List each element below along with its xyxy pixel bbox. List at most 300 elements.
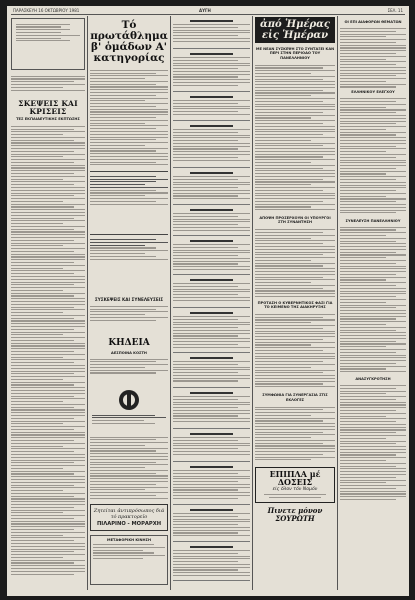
text-line [255,364,335,365]
text-line [255,159,335,160]
listing-block [173,277,250,308]
text-line [173,216,238,217]
text-line [340,277,406,278]
text-line [11,179,63,180]
headline: ΜΕ ΝΕΑΝ ΣΥΣΚΕΨΗ ΣΤΟ ΣΥΝΤΑΞΕΙ ΚΑΝ ΠΕΡΙ ΣΤΗΝ ΠΕΡΙΟΔΟ ΤΟΥ ΠΑΝΕΛΛΗΝΙΟΥ [255,47,335,60]
text-line [340,53,396,54]
text-line [340,154,406,155]
text-line [173,27,238,28]
text-line [11,554,85,555]
text-line [340,416,386,417]
listing-title-bar [190,357,232,359]
text-line [255,383,323,384]
text-line [173,100,250,101]
text-line [173,151,250,152]
text-line [340,196,386,197]
text-line [255,232,323,233]
column-heading: ΟΙ ΕΠΙ ΔΙΑΦΟΡΩΝ ΘΕΜΑΤΩΝ [344,20,402,24]
text-line [11,254,85,255]
text-line [255,314,335,315]
text-line [340,252,396,253]
text-line [340,143,406,144]
text-line [11,532,85,533]
listing-block [173,18,250,49]
text-line [11,382,85,383]
listing-block [173,238,250,275]
text-line [173,572,250,573]
funeral-body [90,357,168,387]
text-line [340,388,396,389]
classified-ad [90,504,168,531]
text-line [173,297,250,298]
newspaper-page [7,6,409,596]
text-line [90,128,156,129]
text-line [340,34,406,35]
text-line [255,90,323,91]
text-line [255,437,311,438]
text-line [340,204,406,205]
text-line [255,375,335,376]
text-line [340,324,386,325]
text-line [173,369,250,370]
article-body [11,124,85,579]
text-line [173,550,250,551]
text-line [173,564,250,565]
text-line [340,121,406,122]
text-line [173,74,250,75]
text-line [11,181,85,182]
article-body [340,26,406,88]
text-line [173,283,250,284]
text-line [255,293,335,294]
text-line [11,512,63,513]
text-line [255,426,335,427]
text-line [90,437,168,438]
text-line [90,134,168,135]
text-line [11,187,85,188]
text-line [173,261,250,262]
text-line [11,546,85,547]
text-line [90,123,145,124]
text-line [11,348,85,349]
text-line [90,103,168,104]
text-line [11,218,74,219]
text-line [11,496,74,497]
text-line [11,154,85,155]
text-line [173,327,238,328]
text-line [340,496,406,497]
text-line [255,290,335,291]
text-line [255,181,335,182]
text-line [90,462,156,463]
article-body [255,63,335,213]
text-line [173,255,238,256]
column-2 [90,16,168,592]
text-line [11,309,85,310]
text-line [255,115,335,116]
text-line [255,173,335,174]
text-line [173,489,238,490]
text-line [255,254,323,255]
text-line [255,443,323,444]
header-date: ΠΑΡΑΣΚΕΥΗ 16 ΟΚΤΩΒΡΙΟΥ 1981 [13,8,80,13]
text-line [90,106,156,107]
text-line [255,440,335,441]
text-line [173,137,250,138]
subheading: ΕΛΛΗΝΙΚΟΥ ΕΛΕΓΧΟΥ [351,90,395,95]
listing-title-bar [190,509,232,511]
text-line [173,219,250,220]
text-line [340,227,406,228]
text-line [11,526,85,527]
text-line [255,129,335,130]
text-line [90,137,168,138]
text-line [340,441,406,442]
text-line [340,73,406,74]
text-line [173,402,250,403]
text-line [340,418,406,419]
text-line [11,504,85,505]
text-line [173,227,250,228]
text-line [255,87,335,88]
text-line [11,549,85,550]
text-line [340,282,406,283]
text-line [255,268,335,269]
text-line [255,358,335,359]
text-line [90,492,168,493]
text-line [90,84,156,85]
text-line [173,195,238,196]
text-line [11,407,74,408]
text-line [255,344,311,345]
text-line [11,351,74,352]
header-page-number: ΣΕΛ. 11 [387,8,403,13]
text-line [255,187,335,188]
text-line [90,73,156,74]
text-line [255,190,323,191]
text-line [173,361,250,362]
text-line [11,487,85,488]
text-line [173,258,250,259]
column-5 [340,16,406,592]
text-line [173,341,250,342]
text-line [11,574,74,575]
text-line [255,101,323,102]
company-logo-icon [118,389,140,411]
text-line [173,498,238,499]
text-line [340,305,406,306]
text-line [11,140,74,141]
text-line [173,575,250,576]
text-line [340,363,396,364]
text-line [173,367,250,368]
text-line [90,470,168,471]
text-line [340,463,406,464]
text-line [340,179,396,180]
text-line [90,453,168,454]
text-line [11,229,74,230]
text-line [340,491,406,492]
text-line [340,330,396,331]
text-line [340,266,406,267]
text-line [11,365,85,366]
column-divider [170,16,171,590]
text-line [11,562,74,563]
text-line [340,229,396,230]
text-line [340,104,406,105]
text-line [173,252,250,253]
text-line [340,162,406,163]
text-line [255,246,335,247]
text-line [340,45,406,46]
text-line [173,556,250,557]
text-line [173,558,250,559]
text-line [173,399,238,400]
text-line [90,495,156,496]
text-line [90,70,168,71]
text-line [173,300,250,301]
text-line [11,223,63,224]
text-line [90,478,168,479]
text-line [11,170,85,171]
text-line [173,521,250,522]
text-line [255,288,323,289]
text-line [90,98,168,99]
text-line [340,126,406,127]
text-line [173,421,250,422]
text-line [340,107,386,108]
text-line [255,243,323,244]
text-line [11,234,85,235]
text-line [255,361,323,362]
listing-block [173,507,250,542]
text-line [11,568,85,569]
text-line [173,535,250,536]
text-line [255,386,335,387]
text-line [340,182,406,183]
text-line [340,171,406,172]
text-line [173,407,238,408]
text-line [11,404,85,405]
text-line [90,445,145,446]
text-line [255,342,335,343]
text-line [11,446,63,447]
listing-title-bar [190,466,232,468]
text-line [90,459,168,460]
text-line [255,79,323,80]
text-line [11,479,85,480]
text-line [173,190,250,191]
text-line [173,553,238,554]
text-line [255,65,335,66]
text-line [255,195,335,196]
text-line [90,109,168,110]
text-line [255,328,323,329]
text-line [340,357,406,358]
text-line [340,499,396,500]
text-line [11,429,74,430]
furniture-ad-title: ΕΠΙΠΛΑ μέ ΔΟΣΕΙΣ [269,468,321,488]
text-line [340,321,406,322]
text-line [11,485,74,486]
text-line [90,456,168,457]
listing-block [173,355,250,388]
text-line [11,209,85,210]
headline: ΑΠΟΨΗ ΠΡΟΣΕΡΧΟΥΝ ΟΙ ΥΠΟΥΡΓΟΙ ΣΤΗ ΣΥΝΑΝΤΗΣΗ [259,215,331,225]
text-line [173,41,250,42]
text-line [255,277,323,278]
text-line [11,237,85,238]
text-line [255,271,335,272]
text-line [90,117,156,118]
notice-body [90,304,168,336]
text-line [11,371,85,372]
text-line [11,471,85,472]
advertisement-logo-block [90,389,168,433]
text-line [11,457,85,458]
text-line [11,279,85,280]
text-line [173,71,250,72]
text-line [173,487,250,488]
text-line [173,322,250,323]
text-line [255,193,335,194]
furniture-ad [255,467,335,503]
text-line [11,204,85,205]
text-line [173,184,250,185]
text-line [340,318,396,319]
text-line [255,170,335,171]
text-line [340,190,396,191]
text-line [255,123,323,124]
text-line [173,396,250,397]
text-line [255,117,311,118]
text-line [11,165,85,166]
text-line [173,519,250,520]
text-line [90,484,156,485]
text-line [340,396,406,397]
text-line [255,249,335,250]
text-line [340,477,396,478]
text-line [11,421,85,422]
text-line [11,354,85,355]
text-line [173,176,250,177]
text-line [173,250,250,251]
text-line [340,246,406,247]
text-line [255,451,335,452]
text-line [90,450,156,451]
text-line [255,279,335,280]
text-line [340,488,396,489]
text-line [11,245,63,246]
text-line [173,213,250,214]
text-line [11,184,74,185]
text-line [11,256,85,257]
text-line [11,398,85,399]
text-line [11,462,74,463]
text-line [11,173,74,174]
text-line [255,84,335,85]
text-line [90,111,168,112]
text-line [173,160,250,161]
text-line [340,313,406,314]
header-paper-name: ΑΥΓΗ [199,8,211,13]
text-line [11,423,63,424]
text-line [173,330,250,331]
text-line [173,344,238,345]
transport-ad [90,535,168,585]
text-line [11,318,74,319]
text-line [340,254,406,255]
text-line [173,24,250,25]
text-line [340,187,406,188]
text-line [255,407,335,408]
text-line [340,64,396,65]
text-line [90,92,168,93]
text-line [340,355,406,356]
text-line [173,244,250,245]
text-line [11,131,85,132]
text-line [11,137,85,138]
text-line [340,310,406,311]
text-line [340,238,406,239]
text-line [340,452,406,453]
text-line [11,298,85,299]
listing-title-bar [190,433,232,435]
text-line [11,454,85,455]
text-line [340,482,386,483]
text-line [173,378,250,379]
text-line [255,112,323,113]
text-line [255,356,335,357]
text-line [173,484,250,485]
text-line [11,426,85,427]
text-line [173,380,238,381]
text-line [11,295,74,296]
text-line [90,153,168,154]
text-line [255,148,335,149]
text-line [340,480,406,481]
text-line [340,385,406,386]
text-line [11,251,74,252]
text-line [173,108,250,109]
text-line [11,390,85,391]
text-line [173,294,238,295]
text-line [173,106,250,107]
text-line [340,148,406,149]
text-line [173,85,238,86]
text-line [255,252,335,253]
text-line [255,162,311,163]
text-line [340,424,406,425]
text-line [90,162,156,163]
text-line [173,415,238,416]
text-line [11,265,85,266]
text-line [11,142,85,143]
text-line [173,146,250,147]
text-line [340,263,396,264]
text-line [340,341,396,342]
text-line [11,498,85,499]
text-line [173,335,238,336]
text-line [173,347,250,348]
text-line [340,176,406,177]
text-line [173,135,250,136]
text-line [90,131,168,132]
text-line [340,360,406,361]
text-line [340,61,406,62]
text-line [11,557,63,558]
text-line [340,296,396,297]
